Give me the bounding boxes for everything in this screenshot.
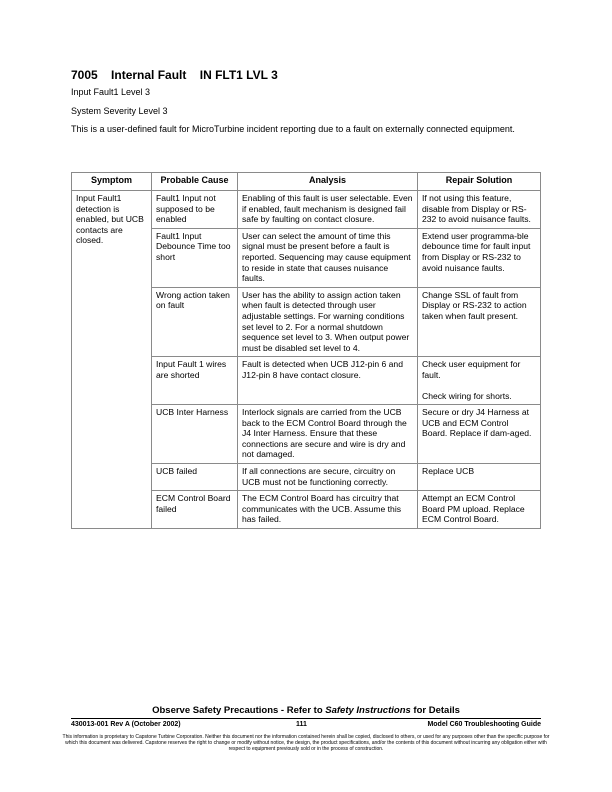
manual-title: Model C60 Troubleshooting Guide: [427, 721, 541, 728]
table-row: [72, 191, 541, 229]
fault-level-text: Input Fault1 Level 3: [71, 87, 151, 97]
header-repair-solution: Repair Solution: [418, 173, 541, 191]
analysis-cell: The ECM Control Board has circuitry that communicates with the UCB. Assume this has failed.: [238, 491, 418, 529]
legal-notice: This information is proprietary to Capstone Turbine Corporation. Neither this document nor the information contained herein shall be copied, disclosed to others, or used for any purposes other than the specific purpose for which this document was delivered. Capstone reserves the right to change or modify without notice, the design, the product specifications, and/or the contents of this document without incurring any obligation either with respect to equipment previously sold or in the process of construction.: [62, 734, 550, 753]
table-header-row: [72, 173, 541, 191]
solution-cell: Secure or dry J4 Harness at UCB and ECM Control Board. Replace if dam-aged.: [418, 405, 541, 464]
solution-cell: Extend user programma-ble debounce time for fault input from Display or RS-232 to avoid nuisance faults.: [418, 228, 541, 287]
header-symptom: Symptom: [72, 173, 152, 191]
analysis-cell: If all connections are secure, circuitry on UCB must not be functioning correctly.: [238, 464, 418, 491]
safety-notice: [0, 705, 612, 716]
cause-cell: Fault1 Input Debounce Time too short: [152, 228, 238, 287]
analysis-cell: Enabling of this fault is user selectable. Even if enabled, fault mechanism is designed fail safe by faulting on contact closure.: [238, 191, 418, 229]
solution-cell: If not using this feature, disable from Display or RS-232 to avoid nuisance faults.: [418, 191, 541, 229]
header-analysis: Analysis: [238, 173, 418, 191]
troubleshooting-table: [71, 172, 541, 529]
fault-name: Internal Fault: [111, 68, 187, 82]
solution-cell: Change SSL of fault from Display or RS-232 to action taken when fault present.: [418, 287, 541, 357]
solution-line: Check user equipment for fault.: [422, 359, 521, 380]
fault-description: This is a user-defined fault for MicroTurbine incident reporting due to a fault on externally connected equipment.: [71, 124, 515, 134]
safety-notice-prefix: Observe Safety Precautions - Refer to: [152, 705, 326, 716]
footer-divider: [71, 718, 541, 719]
analysis-cell: Fault is detected when UCB J12-pin 6 and J12-pin 8 have contact closure.: [238, 357, 418, 405]
doc-number: 430013-001 Rev A (October 2002): [71, 721, 181, 728]
page-title: [71, 68, 278, 82]
cause-cell: UCB Inter Harness: [152, 405, 238, 464]
analysis-cell: User has the ability to assign action taken when fault is detected through user adjustable settings. For warning conditions set level to 2. For a normal shutdown sequence set level to 3. When output power must be disabled set level to 4.: [238, 287, 418, 357]
safety-notice-suffix: for Details: [410, 705, 460, 716]
page-number: 111: [296, 721, 307, 728]
symptom-cell: Input Fault1 detection is enabled, but UCB contacts are closed.: [72, 191, 152, 529]
fault-code-name: IN FLT1 LVL 3: [199, 68, 278, 82]
cause-cell: UCB failed: [152, 464, 238, 491]
solution-cell: Attempt an ECM Control Board PM upload. Replace ECM Control Board.: [418, 491, 541, 529]
cause-cell: Fault1 Input not supposed to be enabled: [152, 191, 238, 229]
severity-level-text: System Severity Level 3: [71, 106, 168, 116]
fault-code: 7005: [71, 68, 98, 82]
header-probable-cause: Probable Cause: [152, 173, 238, 191]
solution-cell: [418, 357, 541, 405]
safety-notice-italic: Safety Instructions: [325, 705, 411, 716]
analysis-cell: Interlock signals are carried from the UCB back to the ECM Control Board through the J4 Inter Harness. Ensure that these connections are secure and wire is dry and not damaged.: [238, 405, 418, 464]
solution-line: Check wiring for shorts.: [422, 390, 512, 401]
cause-cell: Wrong action taken on fault: [152, 287, 238, 357]
solution-cell: Replace UCB: [418, 464, 541, 491]
cause-cell: Input Fault 1 wires are shorted: [152, 357, 238, 405]
cause-cell: ECM Control Board failed: [152, 491, 238, 529]
analysis-cell: User can select the amount of time this signal must be present before a fault is reported. Sequencing may cause equipment to reside in state that causes nuisance faults.: [238, 228, 418, 287]
